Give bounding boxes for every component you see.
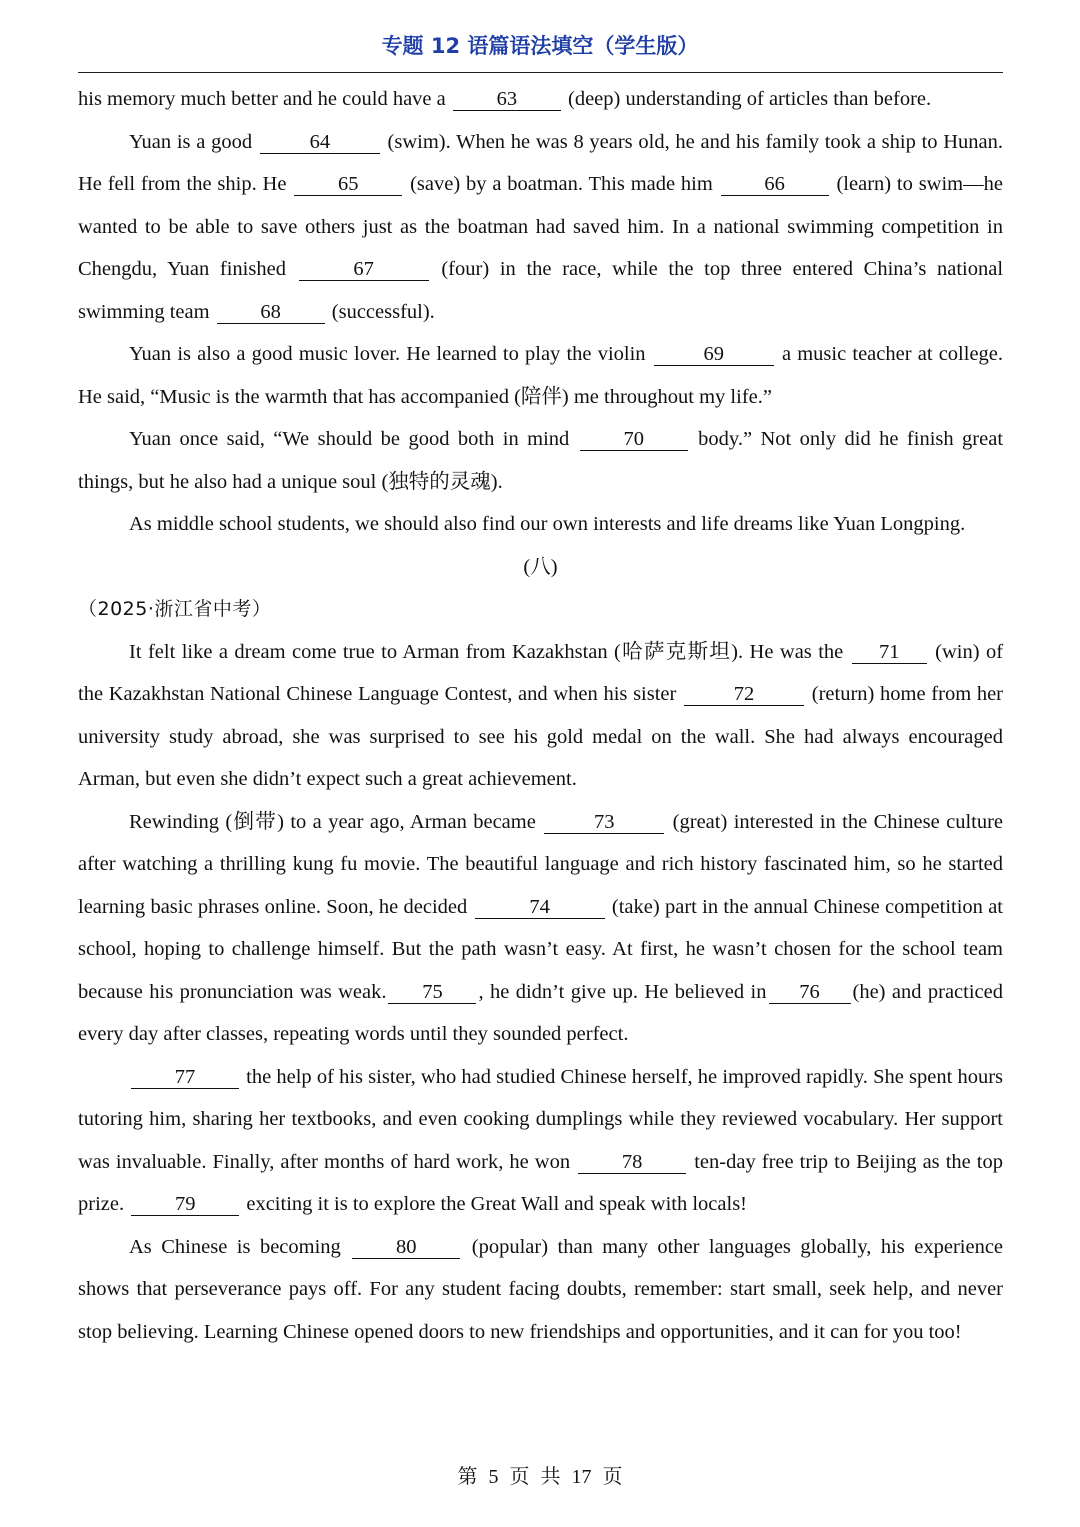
blank-71[interactable]: 71	[852, 641, 927, 664]
blank-73[interactable]: 73	[544, 811, 664, 834]
blank-76[interactable]: 76	[769, 981, 851, 1004]
blank-74[interactable]: 74	[475, 896, 605, 919]
paragraph: 77 the help of his sister, who had studied Chinese herself, he improved rapidly. She spent hours tutoring him, sharing her textbooks, and even cooking dumplings while they reviewed vocabulary. Her support was invaluable. Finally, after months of hard work, he won 78 ten-day free trip to Beijing as the top prize. 79 exciting it is to explore the Great Wall and speak with locals!	[78, 1065, 1004, 1215]
blank-67[interactable]: 67	[299, 258, 429, 281]
blank-68[interactable]: 68	[217, 301, 325, 324]
document-body	[78, 78, 1003, 1353]
blank-72[interactable]: 72	[684, 683, 804, 706]
blank-75[interactable]: 75	[388, 981, 476, 1004]
blank-77[interactable]: 77	[131, 1066, 239, 1089]
blank-63[interactable]: 63	[453, 88, 561, 111]
blank-69[interactable]: 69	[654, 343, 774, 366]
blank-66[interactable]: 66	[721, 173, 829, 196]
blank-78[interactable]: 78	[578, 1151, 686, 1174]
blank-80[interactable]: 80	[352, 1236, 460, 1259]
paragraph: his memory much better and he could have a 63 (deep) understanding of articles than before.	[78, 88, 932, 110]
header-divider	[78, 72, 1003, 73]
paragraph: Rewinding (倒带) to a year ago, Arman became 73 (great) interested in the Chinese culture after watching a thrilling kung fu movie. The beautiful language and rich history fascinated him, so he started learning basic phrases online. Soon, he decided 74 (take) part in the annual Chinese competition at school, hoping to challenge himself. But the path wasn’t easy. At first, he wasn’t chosen for the school team because his pronunciation was weak. 75 , he didn’t give up. He believed in 76 (he) and practiced every day after classes, repeating words until they sounded perfect.	[78, 810, 1004, 1045]
paragraph: It felt like a dream come true to Arman from Kazakhstan (哈萨克斯坦). He was the 71 (win) of the Kazakhstan National Chinese Language Contest, and when his sister 72 (return) home from her university study abroad, she was surprised to see his gold medal on the wall. She had always encouraged Arman, but even she didn’t expect such a great achievement.	[78, 640, 1004, 790]
section-number: (八)	[523, 555, 558, 578]
blank-65[interactable]: 65	[294, 173, 402, 196]
blank-79[interactable]: 79	[131, 1193, 239, 1216]
paragraph: Yuan once said, “We should be good both in mind 70 body.” Not only did he finish great things, but he also had a unique soul (独特的灵魂).	[78, 428, 1004, 493]
paragraph: Yuan is also a good music lover. He learned to play the violin 69 a music teacher at college. He said, “Music is the warmth that has accompanied (陪伴) me throughout my life.”	[78, 343, 1004, 408]
paragraph: As Chinese is becoming 80 (popular) than many other languages globally, his experience shows that perseverance pays off. For any student facing doubts, remember: start small, seek help, and never stop believing. Learning Chinese opened doors to new friendships and opportunities, and it can for you too!	[78, 1235, 1004, 1343]
blank-70[interactable]: 70	[580, 428, 688, 451]
paragraph: As middle school students, we should also find our own interests and life dreams like Yuan Longping.	[129, 513, 966, 535]
page-number: 第 5 页 共 17 页	[457, 1466, 623, 1488]
paragraph: Yuan is a good 64 (swim). When he was 8 years old, he and his family took a ship to Hunan. He fell from the ship. He 65 (save) by a boatman. This made him 66 (learn) to swim—he wanted to be able to save others just as the boatman had saved him. In a national swimming competition in Chengdu, Yuan finished 67 (four) in the race, while the top three entered China’s national swimming team 68 (successful).	[78, 130, 1004, 323]
blank-64[interactable]: 64	[260, 131, 380, 154]
page-header: 专题 12 语篇语法填空（学生版）	[381, 34, 699, 58]
source-label: （2025·浙江省中考）	[78, 598, 272, 620]
